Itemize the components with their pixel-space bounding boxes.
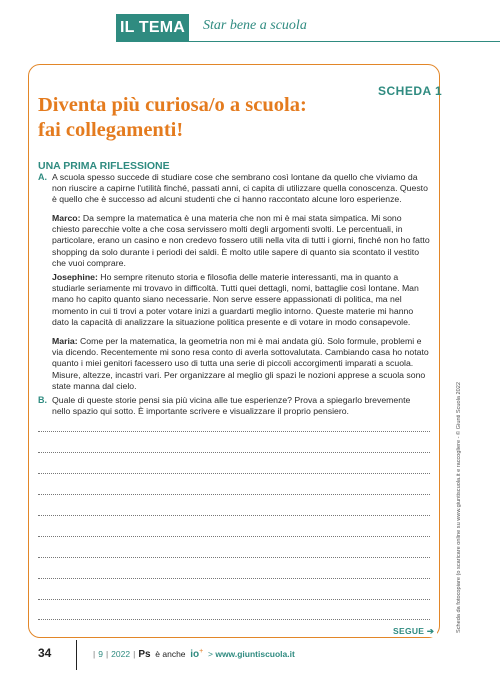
paragraph-question: Quale di queste storie pensi sia più vicina alle tue esperienze? Prova a spiegarlo brevemente nello spazio qui sotto. È importante scrivere e visualizzare il proprio pensiero. (52, 395, 411, 417)
section-tab: IL TEMA (116, 14, 189, 42)
io-logo: io (190, 648, 200, 660)
answer-line[interactable] (38, 515, 430, 516)
section-heading: UNA PRIMA RIFLESSIONE (38, 160, 170, 172)
letter-a: A. (38, 172, 47, 182)
answer-line[interactable] (38, 557, 430, 558)
issue-year: 2022 (111, 648, 131, 659)
title-line-2: fai collegamenti! (38, 119, 184, 141)
speaker-maria: Maria: (52, 336, 78, 346)
letter-b: B. (38, 395, 47, 405)
issue-number: 9 (98, 648, 103, 659)
worksheet-title (38, 93, 358, 143)
header-divider (189, 41, 500, 42)
answer-line[interactable] (38, 452, 430, 453)
answer-line[interactable] (38, 494, 430, 495)
footer-divider (76, 640, 77, 670)
paragraph-intro: A scuola spesso succede di studiare cose che sembrano così lontane da quello che viviamo da non riuscire a capirne l'utilità finché, passati anni, ci capita di utilizzare quella conoscenza. Questo è quello che è successo ad alcuni studenti che ci hanno raccontato alcune loro esperienze. (52, 172, 428, 205)
paragraph-josephine (52, 272, 430, 328)
answer-line[interactable] (38, 578, 430, 579)
footer (0, 640, 500, 670)
speaker-marco: Marco: (52, 213, 81, 223)
io-plus: + (199, 648, 204, 655)
answer-line[interactable] (38, 536, 430, 537)
also-label: è anche (155, 648, 186, 659)
ps-logo: Ps (138, 648, 151, 660)
answer-line[interactable] (38, 599, 430, 600)
link-arrow: > (207, 648, 213, 659)
answer-line[interactable] (38, 473, 430, 474)
website-link[interactable]: www.giuntiscuola.it (215, 648, 295, 659)
scheda-label: SCHEDA 1 (378, 84, 443, 98)
answer-line[interactable] (38, 431, 430, 432)
continue-label: SEGUE ➔ (390, 626, 437, 637)
page-number: 34 (38, 646, 52, 660)
title-line-1: Diventa più curiosa/o a scuola: (38, 94, 307, 116)
paragraph-marco (52, 213, 430, 269)
answer-line[interactable] (38, 619, 430, 620)
marco-text: Da sempre la matematica è una materia che non mi è mai stata simpatica. Mi sono chiesto parecchie volte a che cosa servissero molti degli argomenti svolti. Le percentuali, in particolare, erano un casino e non credevo fossero utili nella vita di tutti i giorni, finché non ho fatto shopping da solo durante i periodi dei saldi. È molto utile sapere di quanto sia scontato il vestito che vuoi comprare. (52, 213, 430, 268)
section-subtitle: Star bene a scuola (203, 18, 307, 33)
header (0, 0, 500, 42)
copyright-side-note: Scheda da fotocopiare (o scaricare online su www.giuntiscuola.it e raccogliere - © Giunti Scuola 2022 (456, 381, 462, 633)
speaker-josephine: Josephine: (52, 272, 98, 282)
josephine-text: Ho sempre ritenuto storia e filosofia delle materie interessanti, ma in quanto a studiarle seriamente mi trovavo in difficoltà. Tutti quei dettagli, nomi, battaglie così lontane. Man mano ho capito quanto siano necessarie. Non serve essere appassionati di politica, ma nel momento in cui ti trovi a poter votare inizi a guardarti meglio intorno. Queste materie mi hanno dato la capacità di analizzare la situazione politica presente e di votare in modo consapevole. (52, 272, 419, 327)
footer-info: | 9 | 2022 | Ps è anche io+ > www.giuntiscuola.it (93, 648, 295, 660)
maria-text: Come per la matematica, la geometria non mi è mai andata giù. Solo formule, problemi e via dicendo. Recentemente mi sono resa conto di averla sottovalutata. Cambiando casa ho notato quanto i miei genitori facessero uso di tutta una serie di piccoli accorgimenti imparati a scuola. Misure, altezze, incastri vari. Per organizzare al meglio gli spazi le nozioni apprese a scuola sono state manna dal cielo. (52, 336, 429, 391)
paragraph-maria (52, 336, 430, 392)
